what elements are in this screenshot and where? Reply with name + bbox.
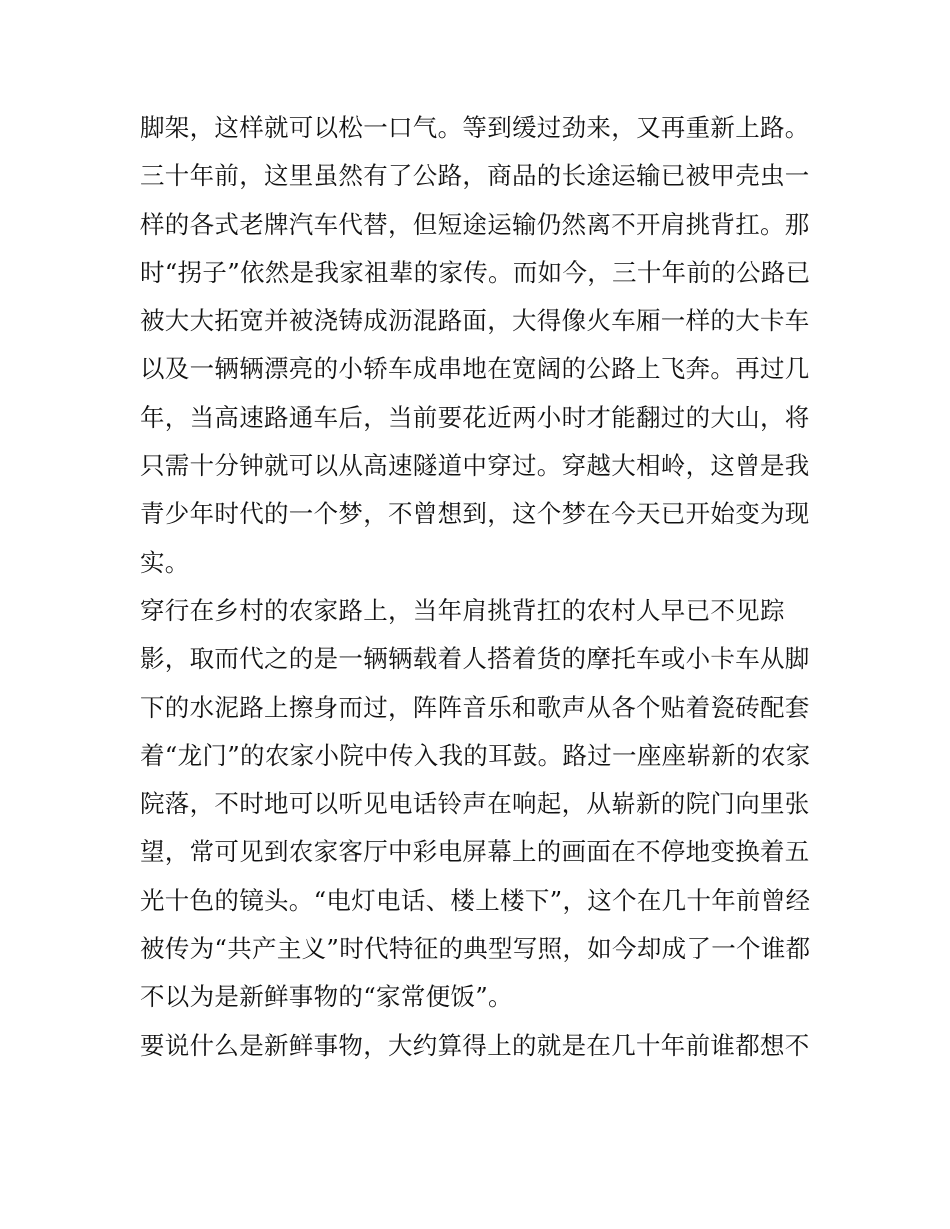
text-line: 只需十分钟就可以从高速隧道中穿过。穿越大相岭，这曾是我: [140, 451, 810, 481]
text-line: 脚架，这样就可以松一口气。等到缓过劲来，又再重新上路。: [140, 113, 810, 142]
text-line: 青少年时代的一个梦，不曾想到，这个梦在今天已开始变为现: [140, 499, 810, 529]
text-line: 影，取而代之的是一辆辆载着人搭着货的摩托车或小卡车从脚: [140, 644, 810, 674]
text-line: 要说什么是新鲜事物，大约算得上的就是在几十年前谁都想不: [140, 1030, 810, 1060]
text-line: 样的各式老牌汽车代替，但短途运输仍然离不开肩挑背扛。那: [140, 209, 810, 239]
text-line: 穿行在乡村的农家路上，当年肩挑背扛的农村人早已不见踪: [140, 595, 785, 625]
text-line: 被传为“共产主义”时代特征的典型写照，如今却成了一个谁都: [140, 934, 811, 964]
text-line: 被大大拓宽并被浇铸成沥混路面，大得像火车厢一样的大卡车: [140, 306, 810, 336]
text-line: 时“拐子”依然是我家祖辈的家传。而如今，三十年前的公路已: [140, 257, 811, 287]
text-line: 光十色的镜头。“电灯电话、楼上楼下”，这个在几十年前曾经: [140, 885, 811, 915]
text-line: 望，常可见到农家客厅中彩电屏幕上的画面在不停地变换着五: [140, 837, 810, 867]
text-line: 下的水泥路上擦身而过，阵阵音乐和歌声从各个贴着瓷砖配套: [140, 692, 810, 722]
text-line: 院落，不时地可以听见电话铃声在响起，从崭新的院门向里张: [140, 789, 810, 819]
text-line: 以及一辆辆漂亮的小轿车成串地在宽阔的公路上飞奔。再过几: [140, 354, 810, 384]
text-line: 年，当高速路通车后，当前要花近两小时才能翻过的大山，将: [140, 402, 810, 432]
text-line: 三十年前，这里虽然有了公路，商品的长途运输已被甲壳虫一: [140, 161, 810, 191]
body-text: [140, 104, 820, 1070]
text-line: 着“龙门”的农家小院中传入我的耳鼓。路过一座座崭新的农家: [140, 740, 811, 770]
text-line: 不以为是新鲜事物的“家常便饭”。: [140, 982, 513, 1012]
text-line: 实。: [140, 547, 190, 577]
